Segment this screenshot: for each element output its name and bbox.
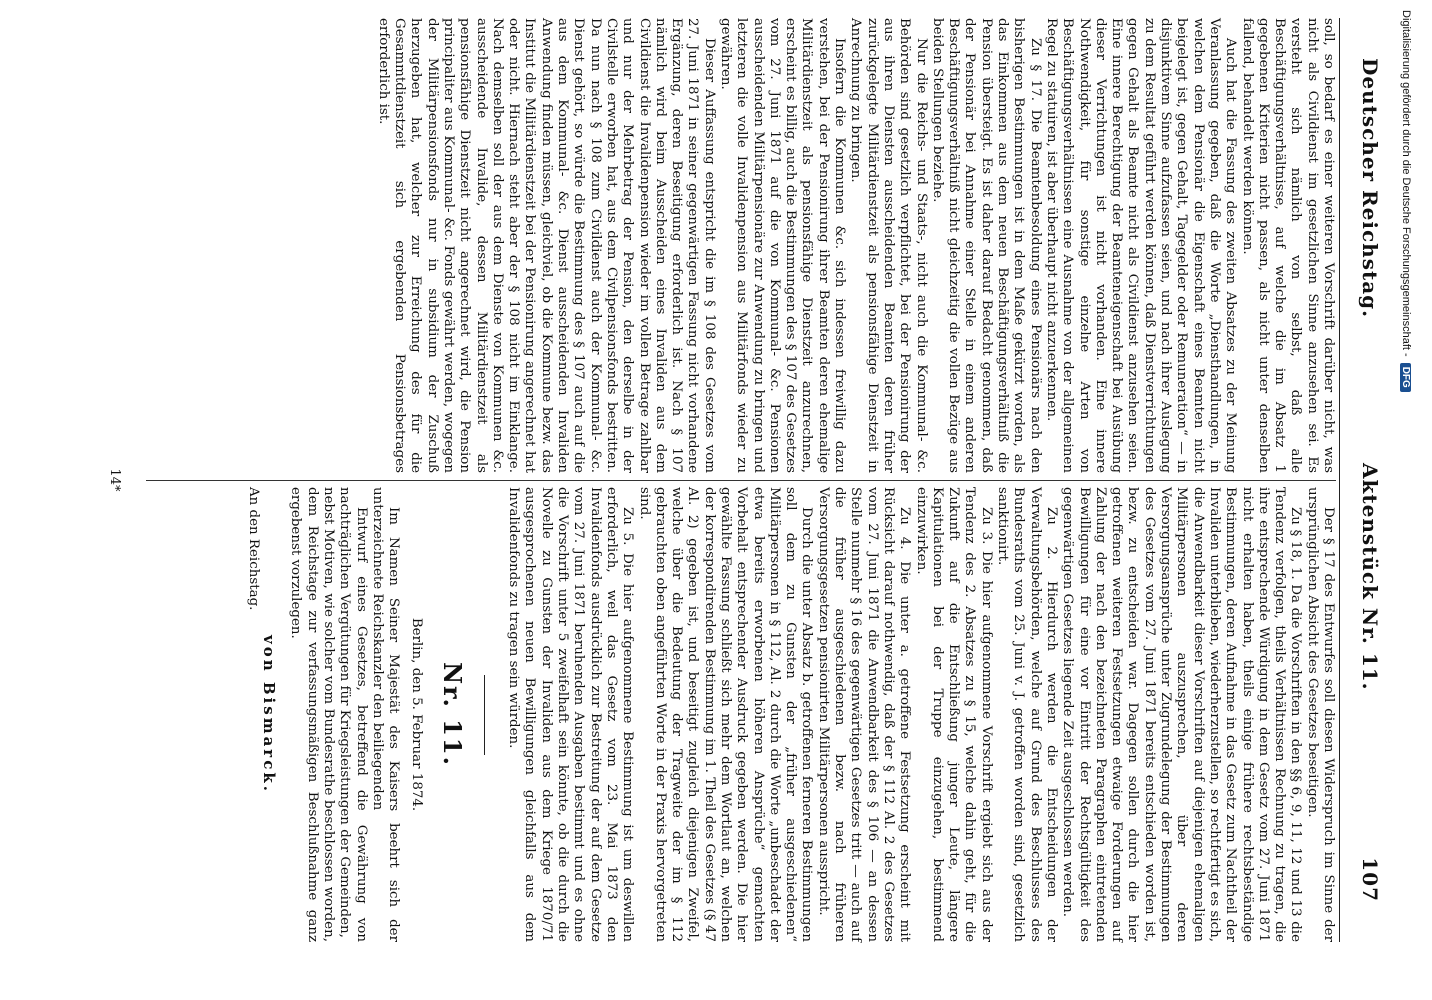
page-header <box>1340 18 1392 942</box>
addressee: An den Reichstag. <box>245 487 261 611</box>
dfg-badge: DFG <box>1400 363 1411 392</box>
paragraph: Durch die unter Absatz b. getroffenen ferneren Bestimmungen soll dem zu Gunsten der „früher ausgeschiedenen“ Militärpersonen in § 112, Al. 2 durch die Worte „unbeschadet der etwa bereits erworbenen höheren Ansprüche“ gemachten Vorbehalt entsprechender Ausdruck gegeben werden. Die hier gewählte Fassung schließt sich mehr dem Wortlaut an, welchen der korrespondirenden Bestimmung im 1. Theil des Gesetzes (§ 47 Al. 2) gegeben ist, und beseitigt zugleich diejenigen Zweifel, welche über die Bedeutung der Tragweite der im § 112 gebrauchten oben angeführten Worte in der Praxis hervorgetreten sind. <box>636 487 815 942</box>
header-rule <box>1339 18 1340 942</box>
paragraph: Auch hat die Fassung des zweiten Absatzes zu der Meinung Veranlassung gegeben, daß die Worte „Diensthandlungen, in welchen dem Pensionär die Eigenschaft eines Beamten nicht beigelegt ist, gegen Gehalt, Tagegelder oder Remuneration“ — in disjunktivem Sinne aufzufassen seien, und nach ihrer Auslegung zu dem Resultat geführt werden können, daß Dienstverrichtungen gegen Gehalt als Beamte nicht als Civildienst anzusehen seien. Eine innere Berechtigung der Beamteneigenschaft bei Ausübung dieser Verrichtungen ist nicht vorhanden. Eine innere Nothwendigkeit, für sonstige einzelne Arten von Beschäftigungsverhältnissen eine Ausnahme von der allgemeinen Regel zu statuiren, ist aber überhaupt nicht anzuerkennen. <box>1043 18 1239 473</box>
enclosure-item: Entwurf eines Gesetzes, betreffend die Gewährung von nachträglichen Vergütungen für Kriegsleistungen der Gemeinden, <box>337 487 369 942</box>
section-rule <box>484 675 485 755</box>
letter-body: Im Namen Seiner Majestät des Kaisers beehrt sich der unterzeichnete Reichskanzler den beiliegenden <box>369 487 402 942</box>
paragraph: Zu § 18, 1. Da die Vorschriften in den §§ 6, 9, 11, 12 und 13 die Tendenz verfolgen, theils Verhältnissen Rechnung zu tragen, die ihre entsprechende Würdigung in dem Gesetz vom 27. Juni 1871 nicht erhalten haben, theils einige frühere rechtsbeständige Bestimmungen, deren Aufnahme in das Gesetz zum Nachtheil der Invaliden unterblieben, wiederherzustellen, so rechtfertigt es sich, die Anwendbarkeit dieser Vorschriften auf diejenigen ehemaligen Militärpersonen auszusprechen, über deren Versorgungsansprüche unter Zugrundelegung der Bestimmungen des Gesetzes vom 27. Juni 1871 bereits entschieden worden ist, bezw. zu entscheiden war. Dagegen sollen durch die hier getroffenen weiteren Festsetzungen etwaige Forderungen auf Zahlung der nach den bezeichneten Paragraphen eintretenden Bewilligungen für eine vor Eintritt der Rechtsgültigkeit des gegenwärtigen Gesetzes liegende Zeit ausgeschlossen werden. <box>1060 487 1304 942</box>
paragraph: Zu 5. Die hier aufgenommene Bestimmung ist um deswillen erforderlich, weil das Gesetz vom 23. Mai 1873 den Invalidenfonds ausdrücklich zur Bestreitung der auf dem Gesetze vom 27. Juni 1871 beruhenden Ausgaben bestimmt und es ohne die Vorschrift unter 5 zweifelhaft sein könnte, ob die durch die Novelle zu Gunsten der Invaliden aus dem Kriege 1870/71 ausgesprochenen neuen Bewilligungen gleichfalls aus dem Invalidenfonds zu tragen sein würden. <box>506 487 636 942</box>
paragraph: Zu 3. Die hier aufgenommene Vorschrift ergiebt sich aus der Tendenz des 2. Absatzes zu § 15, welche dahin geht, für die Zukunft auf die Entschließung junger Leute, längere Kapitulationen bei der Truppe einzugehen, bestimmend einzuwirken. <box>913 487 994 942</box>
paragraph: Insofern die Kommunen &c. sich indessen freiwillig dazu verstehen, bei der Pensionirung ihrer Beamten deren ehemalige Militärdienstzeit als pensionsfähige Dienstzeit anzurechnen, erscheint es billig, auch die Bestimmungen des § 107 des Gesetzes vom 27. Juni 1871 auf die von Kommunal- &c. Pensionen ausscheidenden Militärpensionäre zur Anwendung zu bringen und letzteren die volle Invalidenpension aus Militärfonds wieder zu gewähren. <box>718 18 848 473</box>
printer-signature-mark: 14* <box>107 468 122 492</box>
paragraph: Dieser Auffassung entspricht die im § 108 des Gesetzes vom 27. Juni 1871 in seiner gegenwärtigen Fassung nicht vorhandene Ergänzung, deren Beseitigung erforderlich ist. Nach § 107 nämlich wird beim Ausscheiden eines Invaliden aus dem Civildienst die Invalidenpension wieder im vollen Betrage zahlbar und nur der Mehrbetrag der Pension, den derselbe in der Civilstelle erworben hat, aus dem Civilpensionsfonds bestritten. Da nun nach § 108 zum Civildienst auch der Kommunal- &c. Dienst gehört, so würde die Bestimmung des § 107 auch auf die aus dem Kommunal- &c. Dienst ausscheidenden Invaliden Anwendung finden müssen, gleichviel, ob die Kommune bezw. das Institut die Militärdienstzeit bei der Pensionirung angerechnet hat oder nicht. Hiernach steht aber der § 108 nicht im Einklange. Nach demselben soll der aus dem Dienste von Kommunen &c. ausscheidende Invalide, dessen Militärdienstzeit als pensionsfähige Dienstzeit nicht angerechnet wird, die Pension principaliter aus Kommunal- &c. Fonds gewährt werden, wogegen der Militärpensionsfonds nur in subsidium der Zuschuß herzugeben hat, welcher zur Erreichung des für die Gesammtdienstzeit sich ergebenden Pensionsbetrages erforderlich ist. <box>375 18 717 473</box>
column-divider <box>146 480 1336 481</box>
paragraph: Der § 17 des Entwurfes soll diesen Widerspruch im Sinne der ursprünglichen Absicht des Gesetzes beseitigen. <box>1304 487 1336 942</box>
paragraph: Zu § 17. Die Beamtenbesoldung eines Pensionärs nach den bisherigen Bestimmungen ist in dem Maße gekürzt worden, als das Einkommen aus dem neuen Beschäftigungsverhältniß die Pension übersteigt. Es ist daher darauf Bedacht genommen, daß der Pensionär bei Annahme einer Stelle in einem anderen Beschäftigungsverhältniß nicht gleichzeitig die vollen Bezüge aus beiden Stellungen beziehe. <box>929 18 1043 473</box>
paragraph: Nur die Reichs- und Staats-, nicht auch die Kommunal- &c. Behörden sind gesetzlich verpflichtet, bei der Pensionirung der aus ihren Diensten ausscheidenden Beamten deren früher zurückgelegte Militärdienstzeit als pensionsfähige Dienstzeit in Anrechnung zu bringen. <box>848 18 929 473</box>
rotated-document-page <box>42 0 1432 960</box>
running-head-left: Deutscher Reichstag. <box>1358 58 1382 319</box>
page-number: 107 <box>1358 857 1382 902</box>
letter-closing: nebst Motiven, wie solcher vom Bundesrathe beschlossen worden, dem Reichstage zur verfassungsmäßigen Beschlußnahme ganz ergebenst vorzulegen. <box>288 487 337 942</box>
signature: von Bismarck. <box>260 635 279 794</box>
document-number-title: Nr. 11. <box>437 662 467 767</box>
digitization-credit <box>1396 10 1412 990</box>
paragraph: soll, so bedarf es einer weiteren Vorschrift darüber nicht, was nicht als Civildienst im gesetzlichen Sinne anzusehen sei. Es versteht sich nämlich von selbst, daß alle Beschäftigungsverhältnisse, auf welche die im Absatz 1 gegebenen Kriterien nicht passen, als nicht unter denselben fallend, behandelt werden können. <box>1239 18 1336 473</box>
right-text-column <box>245 487 1336 942</box>
paragraph: Zu 4. Die unter a. getroffene Festsetzung erscheint mit Rücksicht darauf nothwendig, daß der § 112 Al. 2 des Gesetzes vom 27. Juni 1871 die Anwendbarkeit des § 106 — an dessen Stelle nunmehr § 16 des gegenwärtigen Gesetzes tritt — auch auf die früher ausgeschiedenen bezw. nach früheren Versorgungsgesetzen pensionirten Militärpersonen ausspricht. <box>815 487 913 942</box>
left-text-column <box>374 18 1336 473</box>
credit-text: Digitalisierung gefördert durch die Deutsche Forschungsgemeinschaft - <box>1400 10 1412 357</box>
paragraph: Zu 2. Hierdurch werden die Entscheidungen der Verwaltungsbehörden, welche auf Grund des Beschlusses des Bundesraths vom 25. Juni v. J. getroffen worden sind, gesetzlich sanktionirt. <box>995 487 1059 942</box>
running-head-center: Aktenstück Nr. 11. <box>1358 463 1382 691</box>
dateline: Berlin, den 5. Februar 1874. <box>408 617 424 812</box>
